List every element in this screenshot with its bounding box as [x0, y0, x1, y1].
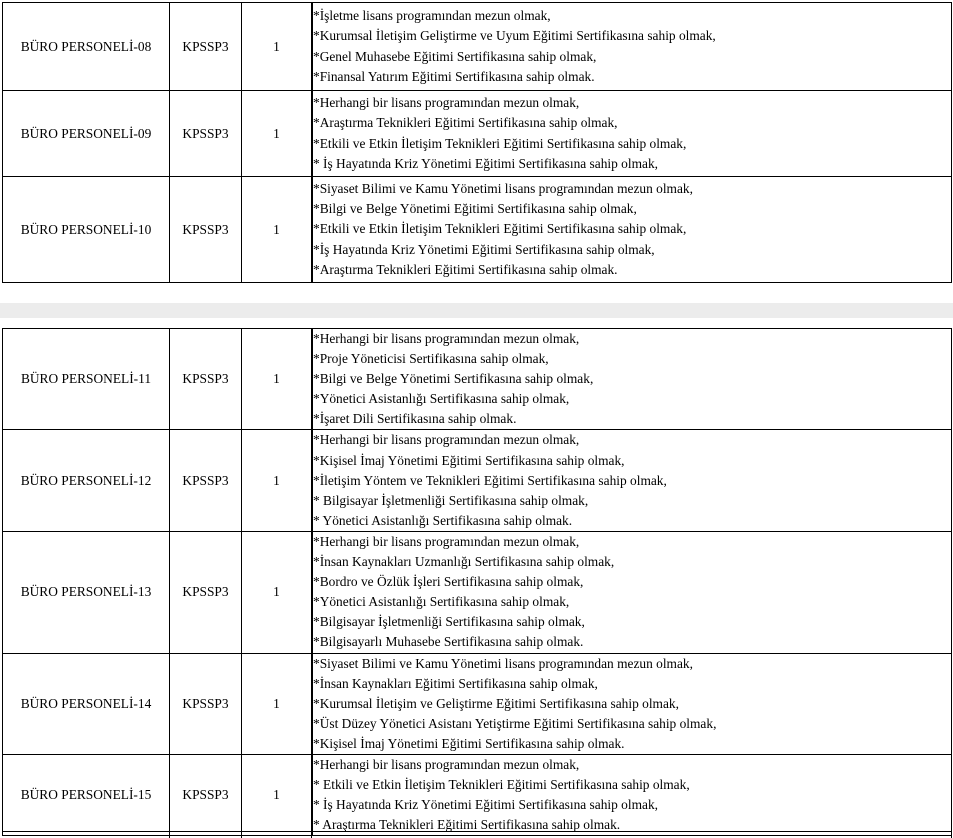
requirements-cell	[313, 531, 952, 653]
requirements-table-top	[2, 2, 952, 283]
score-type: KPSSP3	[170, 653, 242, 754]
score-type: KPSSP3	[170, 754, 242, 835]
score-type: KPSSP3	[170, 3, 242, 91]
requirements-cell	[313, 177, 952, 283]
score-type: KPSSP3	[170, 91, 242, 177]
quota-count: 1	[242, 754, 312, 835]
requirement-line: *Yönetici Asistanlığı Sertifikasına sahip olmak,	[313, 391, 570, 407]
table-row	[3, 3, 952, 91]
requirement-line: *Herhangi bir lisans programından mezun olmak,	[313, 756, 580, 772]
requirement-line: *İnsan Kaynakları Uzmanlığı Sertifikasına sahip olmak,	[313, 554, 615, 570]
quota-count: 1	[242, 3, 312, 91]
score-type: KPSSP3	[170, 531, 242, 653]
quota-count: 1	[242, 177, 312, 283]
requirement-line: *Bordro ve Özlük İşleri Sertifikasına sahip olmak,	[313, 574, 584, 590]
table-row	[3, 754, 952, 835]
requirement-line: *Herhangi bir lisans programından mezun olmak,	[313, 94, 580, 110]
quota-count: 1	[242, 91, 312, 177]
requirements-cell	[313, 754, 952, 835]
table-row	[3, 430, 952, 531]
position-title: BÜRO PERSONELİ-15	[3, 754, 170, 835]
requirement-line: *Kurumsal İletişim ve Geliştirme Eğitimi Sertifikasına sahip olmak,	[313, 695, 679, 711]
requirement-line: *Bilgi ve Belge Yönetimi Sertifikasına sahip olmak,	[313, 371, 594, 387]
score-type: KPSSP3	[170, 177, 242, 283]
quota-count: 1	[242, 531, 312, 653]
page-divider	[0, 303, 953, 318]
requirement-line: *Bilgisayar İşletmenliği Sertifikasına sahip olmak,	[313, 614, 585, 630]
position-title: BÜRO PERSONELİ-10	[3, 177, 170, 283]
requirement-line: * Etkili ve Etkin İletişim Teknikleri Eğitimi Sertifikasına sahip olmak,	[313, 777, 690, 793]
requirements-cell	[313, 653, 952, 754]
requirement-line: *Bilgisayarlı Muhasebe Sertifikasına sahip olmak.	[313, 634, 584, 650]
quota-count: 1	[242, 329, 312, 430]
requirement-line: *İşletme lisans programından mezun olmak,	[313, 7, 551, 23]
requirement-line: * İş Hayatında Kriz Yönetimi Eğitimi Sertifikasına sahip olmak,	[313, 797, 658, 813]
requirement-line: *Etkili ve Etkin İletişim Teknikleri Eğitimi Sertifikasına sahip olmak,	[313, 221, 687, 237]
requirement-line: *Üst Düzey Yönetici Asistanı Yetiştirme Eğitimi Sertifikasına sahip olmak,	[313, 715, 717, 731]
table-row	[3, 531, 952, 653]
requirement-line: * İş Hayatında Kriz Yönetimi Eğitimi Sertifikasına sahip olmak,	[313, 155, 658, 171]
requirements-cell	[313, 430, 952, 531]
requirement-line: *Araştırma Teknikleri Eğitimi Sertifikasına sahip olmak.	[313, 261, 618, 277]
requirement-line: *İşaret Dili Sertifikasına sahip olmak.	[313, 411, 517, 427]
requirement-line: *İnsan Kaynakları Eğitimi Sertifikasına sahip olmak,	[313, 675, 598, 691]
table-body	[3, 3, 952, 283]
requirement-line: *Bilgi ve Belge Yönetimi Eğitimi Sertifikasına sahip olmak,	[313, 201, 637, 217]
requirement-line: *Siyaset Bilimi ve Kamu Yönetimi lisans programından mezun olmak,	[313, 655, 693, 671]
table-row	[3, 653, 952, 754]
requirements-table-bottom	[2, 328, 952, 836]
requirements-cell	[313, 3, 952, 91]
requirements-cell	[313, 329, 952, 430]
table-row	[3, 177, 952, 283]
requirement-line: * Araştırma Teknikleri Eğitimi Sertifikasına sahip olmak.	[313, 817, 621, 833]
requirement-line: *İş Hayatında Kriz Yönetimi Eğitimi Sertifikasına sahip olmak,	[313, 241, 655, 257]
position-title: BÜRO PERSONELİ-08	[3, 3, 170, 91]
requirement-line: * Yönetici Asistanlığı Sertifikasına sahip olmak.	[313, 512, 573, 528]
requirement-line: *Genel Muhasebe Eğitimi Sertifikasına sahip olmak,	[313, 48, 597, 64]
requirement-line: *Herhangi bir lisans programından mezun olmak,	[313, 533, 580, 549]
table-row	[3, 91, 952, 177]
score-type: KPSSP3	[170, 329, 242, 430]
requirement-line: *Siyaset Bilimi ve Kamu Yönetimi lisans programından mezun olmak,	[313, 180, 693, 196]
position-title: BÜRO PERSONELİ-11	[3, 329, 170, 430]
requirement-line: *Finansal Yatırım Eğitimi Sertifikasına sahip olmak.	[313, 68, 595, 84]
position-title: BÜRO PERSONELİ-14	[3, 653, 170, 754]
requirement-line: *Kurumsal İletişim Geliştirme ve Uyum Eğitimi Sertifikasına sahip olmak,	[313, 28, 716, 44]
score-type: KPSSP3	[170, 430, 242, 531]
position-title: BÜRO PERSONELİ-09	[3, 91, 170, 177]
requirement-line: *Kişisel İmaj Yönetimi Eğitimi Sertifikasına sahip olmak.	[313, 735, 625, 751]
position-title: BÜRO PERSONELİ-13	[3, 531, 170, 653]
requirement-line: *Araştırma Teknikleri Eğitimi Sertifikasına sahip olmak,	[313, 115, 618, 131]
requirement-line: *Etkili ve Etkin İletişim Teknikleri Eğitimi Sertifikasına sahip olmak,	[313, 135, 687, 151]
requirement-line: *İletişim Yöntem ve Teknikleri Eğitimi Sertifikasına sahip olmak,	[313, 472, 667, 488]
requirement-line: *Yönetici Asistanlığı Sertifikasına sahip olmak,	[313, 594, 570, 610]
requirement-line: *Herhangi bir lisans programından mezun olmak,	[313, 331, 580, 346]
quota-count: 1	[242, 430, 312, 531]
requirement-line: *Proje Yöneticisi Sertifikasına sahip olmak,	[313, 351, 549, 367]
table-body	[3, 329, 952, 836]
quota-count: 1	[242, 653, 312, 754]
table-row	[3, 329, 952, 430]
requirement-line: * Bilgisayar İşletmenliği Sertifikasına sahip olmak,	[313, 492, 589, 508]
requirement-line: *Herhangi bir lisans programından mezun olmak,	[313, 432, 580, 448]
position-title: BÜRO PERSONELİ-12	[3, 430, 170, 531]
requirement-line: *Kişisel İmaj Yönetimi Eğitimi Sertifikasına sahip olmak,	[313, 452, 625, 468]
requirements-cell	[313, 91, 952, 177]
